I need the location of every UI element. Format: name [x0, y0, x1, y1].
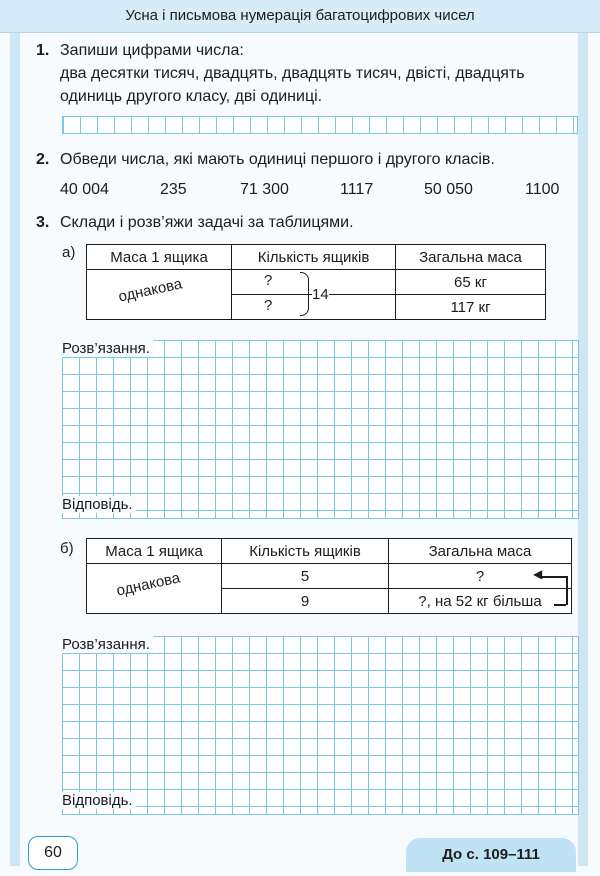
total-cell: 117 кг [396, 295, 546, 320]
count-cell: 9 [222, 589, 389, 614]
task3a-mass-label: однакова [116, 275, 184, 306]
header-cell: Маса 1 ящика [87, 539, 222, 564]
arrow-line [554, 604, 566, 606]
task3a-count2: ? [264, 297, 273, 314]
solution-label-b: Розв’язання. [62, 636, 153, 653]
task1-line1: два десятки тисяч, двадцять, двадцять тисяч, двісті, двадцять [60, 65, 525, 82]
task2-number-option[interactable]: 40 004 [60, 181, 109, 198]
solution-grid-b[interactable] [62, 636, 579, 815]
task3b-mass-label: однакова [114, 569, 182, 600]
answer-label-b: Відповідь. [62, 792, 136, 809]
header-cell: Загальна маса [396, 245, 546, 270]
arrow-line [566, 576, 568, 605]
arrow-left-icon: ◀ [533, 567, 543, 581]
task3a-label: а) [62, 244, 76, 261]
task3a-sum: 14 [312, 286, 329, 303]
total-cell: ? [389, 564, 572, 589]
header-cell: Кількість ящиків [232, 245, 396, 270]
total-cell: 65 кг [396, 270, 546, 295]
task2-number-option[interactable]: 71 300 [240, 181, 289, 198]
task2-number-option[interactable]: 1100 [525, 181, 560, 198]
task1-number: 1. [36, 42, 50, 59]
header-cell: Кількість ящиків [222, 539, 389, 564]
total-cell: ?, на 52 кг більша [389, 589, 572, 614]
header-cell: Маса 1 ящика [87, 245, 232, 270]
count-cell: 5 [222, 564, 389, 589]
arrow-line [540, 576, 567, 578]
task3-prompt: Склади і розв’яжи задачі за таблицями. [60, 214, 354, 231]
answer-label-a: Відповідь. [62, 496, 136, 513]
task2-number-option[interactable]: 50 050 [424, 181, 473, 198]
task3-number: 3. [36, 214, 50, 231]
solution-label-a: Розв’язання. [62, 340, 153, 357]
page-number: 60 [28, 836, 78, 870]
task3b-label: б) [60, 540, 74, 557]
task3a-count1: ? [264, 272, 273, 289]
task1-answer-cells[interactable] [62, 116, 578, 134]
solution-grid-a[interactable] [62, 340, 579, 519]
task2-number-option[interactable]: 1117 [340, 181, 374, 198]
brace-symbol [300, 272, 309, 316]
page-reference: До с. 109–111 [406, 838, 576, 872]
task2-prompt: Обведи числа, які мають одиниці першого і другого класів. [60, 151, 495, 168]
task2-number: 2. [36, 151, 50, 168]
task1-prompt: Запиши цифрами числа: [60, 42, 244, 59]
page-title: Усна і письмова нумерація багатоцифрових чисел [0, 0, 600, 33]
task1-line2: одиниць другого класу, дві одиниці. [60, 88, 323, 105]
header-cell: Загальна маса [389, 539, 572, 564]
task2-number-option[interactable]: 235 [160, 181, 187, 198]
